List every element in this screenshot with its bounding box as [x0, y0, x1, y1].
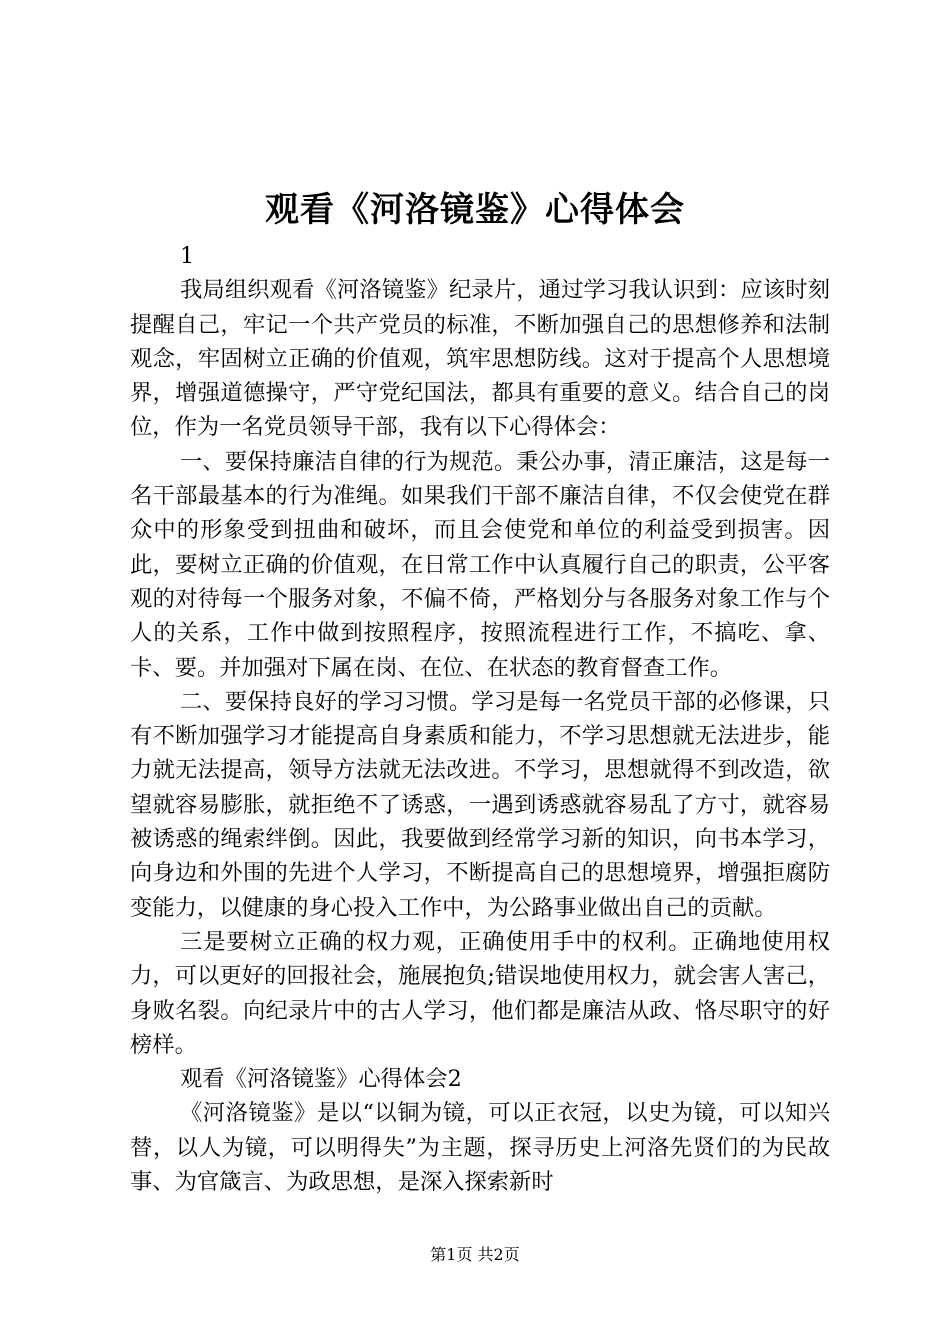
paragraph-point-three: 三是要树立正确的权力观，正确使用手中的权利。正确地使用权力，可以更好的回报社会，施展抱负;错误地使用权力，就会害人害己，身败名裂。向纪录片中的古人学习，他们都是廉洁从政、恪尽职守的好榜样。	[130, 928, 830, 1058]
document-title: 观看《河洛镜鉴》心得体会	[265, 190, 685, 230]
page-footer: 第1页 共2页	[430, 1245, 520, 1264]
document-body	[130, 239, 830, 1199]
section-heading-2: 观看《河洛镜鉴》心得体会2	[180, 1066, 462, 1093]
section-number: 1	[180, 243, 195, 269]
paragraph-point-one: 一、要保持廉洁自律的行为规范。秉公办事，清正廉洁，这是每一名干部最基本的行为准绳。如果我们干部不廉洁自律，不仅会使党在群众中的形象受到扭曲和破坏，而且会使党和单位的利益受到损害。因此，要树立正确的价值观，在日常工作中认真履行自己的职责，公平客观的对待每一个服务对象，不偏不倚，严格划分与各服务对象工作与个人的关系，工作中做到按照程序，按照流程进行工作，不搞吃、拿、卡、要。并加强对下属在岗、在位、在状态的教育督查工作。	[130, 448, 830, 681]
paragraph-point-two: 二、要保持良好的学习习惯。学习是每一名党员干部的必修课，只有不断加强学习才能提高自身素质和能力，不学习思想就无法进步，能力就无法提高，领导方法就无法改进。不学习，思想就得不到改造，欲望就容易膨胀，就拒绝不了诱惑，一遇到诱惑就容易乱了方寸，就容易被诱惑的绳索绊倒。因此，我要做到经常学习新的知识，向书本学习，向身边和外围的先进个人学习，不断提高自己的思想境界，增强拒腐防变能力，以健康的身心投入工作中，为公路事业做出自己的贡献。	[130, 688, 830, 921]
paragraph-intro: 我局组织观看《河洛镜鉴》纪录片，通过学习我认识到：应该时刻提醒自己，牢记一个共产党员的标准，不断加强自己的思想修养和法制观念，牢固树立正确的价值观，筑牢思想防线。这对于提高个人思想境界，增强道德操守，严守党纪国法，都具有重要的意义。结合自己的岗位，作为一名党员领导干部，我有以下心得体会：	[130, 277, 830, 441]
paragraph-section-2: 《河洛镜鉴》是以“以铜为镜，可以正衣冠，以史为镜，可以知兴替，以人为镜，可以明得失”为主题，探寻历史上河洛先贤们的为民故事、为官箴言、为政思想，是深入探索新时	[130, 1100, 830, 1196]
